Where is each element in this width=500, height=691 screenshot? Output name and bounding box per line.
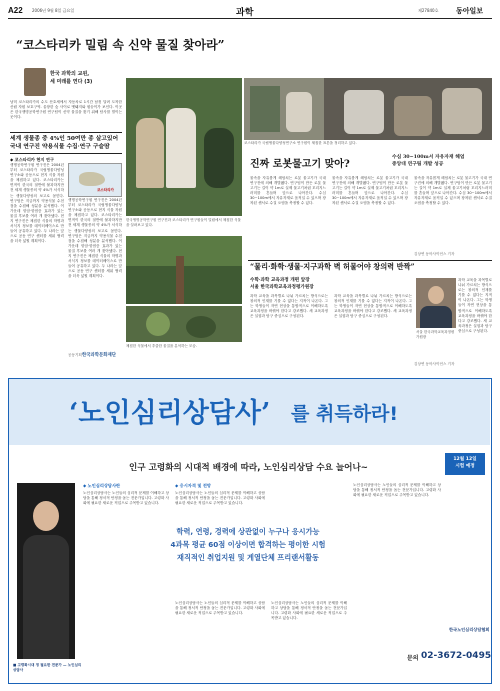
article3-headline: “물리·화학·생물·지구과학 벽 허물어야 창의력 반짝”	[250, 262, 415, 271]
rule	[10, 132, 122, 133]
article2-body-col3: 물속을 자유롭게 헤엄치는 로봇 물고기가 국내 연구진에 의해 개발됐다. 연구팀이 만든 로봇 물고기는 길이 약 1m로 실제 물고기처럼 꼬리지느러미를 흔들며 앞으로 나아간다. 수심 30~100m에서 자유자재로 움직일 수 있으며 장착된 센서로 수질 오염을 측정할 수 있다.	[414, 176, 492, 206]
article-body-col1: 생명공학연구원 연구진은 2004년부터 코스타리카 국립생물다양성연구소와 공동으로 현지 식물 자원을 채집하고 있다. 코스타리카는 면적이 한국의 절반에 불과하지만 전 세계 생물종의 약 4%가 서식하는 생물다양성의 보고로 꼽힌다. 연구팀은 지금까지 약용식물 수천 점을 수집해 성분을 분석했다. 이 가운데 항암·항염증 효과가 있는 물질 후보를 여러 개 찾아냈다. 현지 연구진은 채집한 식물의 학명과 서식지 정보를 데이터베이스로 만들어 공유하고 있다. 두 나라는 앞으로 공동 연구 센터를 세워 협력을 더욱 넓힐 계획이다.	[10, 163, 64, 244]
page-number: A22	[8, 6, 23, 15]
plant-figure	[146, 312, 170, 336]
ad-body-col2: 노인심리상담사는 노인들의 심리적 문제를 이해하고 상담을 통해 정서적 안정을 돕는 전문가입니다. 고령화 사회에 필요한 새로운 직업으로 주목받고 있습니다.	[175, 491, 265, 506]
face-figure	[33, 501, 59, 531]
country-shape	[79, 172, 105, 186]
ad-banner	[9, 379, 490, 445]
article2-body-col1: 물속을 자유롭게 헤엄치는 로봇 물고기가 국내 연구진에 의해 개발됐다. 연구팀이 만든 로봇 물고기는 길이 약 1m로 실제 물고기처럼 꼬리지느러미를 흔들며 앞으로 나아간다. 수심 30~100m에서 자유자재로 움직일 수 있으며 장착된 센서로 수질 오염을 측정할 수 있다.	[250, 176, 326, 206]
person-figure	[166, 108, 196, 188]
section-title: 과학	[236, 8, 254, 18]
rule	[10, 153, 122, 154]
photo-caption-1: 한국생명공학연구원 연구진과 코스타리카 연구원들이 밀림에서 채집한 식물을 살펴보고 있다.	[126, 218, 241, 227]
photo-caption-3: 채집한 식물에서 추출한 물질을 분석하는 모습.	[126, 344, 197, 348]
article-lead: 남미 코스타리카의 수도 산호세에서 자동차로 1시간 남짓 달려 도착한 산림 자원 보호구역. 울창한 숲 사이로 멧돼지와 원숭이가 보인다. 이곳은 한국생명공학연구원 연구팀이 신약 물질을 찾기 위해 탐사를 벌이는 곳이다.	[10, 100, 122, 120]
series-subtitle: 세 미래를 연다 (3)	[50, 79, 93, 85]
ad-highlight: 학력, 연령, 경력에 상관없이 누구나 응시가능 4과목 평균 60점 이상이면 합격하는 평이한 시험 재직적인 취업지원 및 게열단체 프리랜서활동	[170, 527, 326, 562]
ad-subhead-2: ◆ 응시자격 및 전망	[175, 483, 211, 488]
article3-body-col1: 과학 교육을 과목별로 나눠 가르치는 방식으로는 창의적 인재를 기를 수 없다는 지적이 나온다. 그는 학생들이 자연 현상을 통합적으로 이해하도록 교육과정을 바꿔야 한다고 강조했다. 새 교육과정은 실험과 탐구 중심으로 구성된다.	[250, 294, 328, 319]
phone-number: 02-3672-0495	[421, 651, 492, 661]
badge-label: 시험 예정	[455, 464, 475, 469]
article2-headline: 진짜 로봇물고기 맞아?	[250, 159, 350, 170]
sponsor-block	[68, 352, 124, 360]
ad-photo-caption: ■ 고령화시대 정 필요한 전문가 — 노인심리상담사	[13, 663, 82, 672]
badge-date: 12월 12일	[453, 457, 477, 462]
edition-number: 제27840호	[418, 8, 439, 13]
person-figure	[136, 118, 164, 188]
article3-body-col3: 과학 교육을 과목별로 나눠 가르치는 방식으로는 창의적 인재를 기를 수 없다는 지적이 나온다. 그는 학생들이 자연 현상을 통합적으로 이해하도록 교육과정을 바꿔야 한다고 강조했다. 새 교육과정은 실험과 탐구 중심으로 구성된다.	[458, 278, 492, 333]
specimen-shelf	[250, 86, 280, 132]
photo-forest	[126, 236, 242, 304]
ad-title-tail: 를 취득하라!	[291, 403, 399, 425]
photo-interviewee	[416, 278, 456, 328]
article-body-col2: 생명공학연구원 연구진은 2004년부터 코스타리카 국립생물다양성연구소와 공동으로 현지 식물 자원을 채집하고 있다. 코스타리카는 면적이 한국의 절반에 불과하지만 전 세계 생물종의 약 4%가 서식하는 생물다양성의 보고로 꼽힌다. 연구팀은 지금까지 약용식물 수천 점을 수집해 성분을 분석했다. 이 가운데 항암·항염증 효과가 있는 물질 후보를 여러 개 찾아냈다. 현지 연구진은 채집한 식물의 학명과 서식지 정보를 데이터베이스로 만들어 공유하고 있다. 두 나라는 앞으로 공동 연구 센터를 세워 협력을 더욱 넓힐 계획이다.	[68, 198, 122, 279]
ad-contact	[407, 651, 492, 665]
article3-body-col2: 과학 교육을 과목별로 나눠 가르치는 방식으로는 창의적 인재를 기를 수 없다는 지적이 나온다. 그는 학생들이 자연 현상을 통합적으로 이해하도록 교육과정을 바꿔야 한다고 강조했다. 새 교육과정은 실험과 탐구 중심으로 구성된다.	[334, 294, 412, 319]
photo-lab	[324, 78, 492, 140]
exam-date-badge	[445, 453, 485, 475]
ad-subhead-1: ◆ 노인심리상담사란	[83, 483, 121, 488]
canopy	[126, 236, 242, 266]
photo-caption-2: 코스타리카 국립생물다양성연구소 연구원이 채집한 표본을 정리하고 있다.	[244, 141, 357, 145]
article-subhead: 세계 생물종 중 4%인 50여만 종 살고있어 국내 연구진 약용식물 수집·연구 구슬땀	[10, 136, 119, 150]
ad-body-col4: 노인심리상담사는 노인들의 심리적 문제를 이해하고 상담을 통해 정서적 안정을 돕는 전문가입니다. 고령화 사회에 필요한 새로운 직업으로 주목받고 있습니다.	[271, 601, 347, 621]
location-map	[68, 163, 122, 197]
photo-researchers	[126, 78, 242, 216]
series-title: 한국 과학의 교윈,	[50, 71, 90, 77]
person-figure	[344, 90, 384, 134]
photo-plants	[126, 306, 242, 342]
ad-title: ‘노인심리상담사’	[69, 398, 271, 429]
rule	[248, 260, 492, 261]
sponsor-label: 공동기획	[68, 353, 82, 357]
article-headline: “코스타리카 밀림 속 신약 물질 찾아라”	[16, 38, 225, 52]
person-figure	[442, 88, 482, 134]
article3-photo-caption: 서울 한국과학교육과정평가원장	[416, 330, 455, 339]
ad-body-col5: 노인심리상담사는 노인들의 심리적 문제를 이해하고 상담을 통해 정서적 안정을 돕는 전문가입니다. 고령화 사회에 필요한 새로운 직업으로 주목받고 있습니다.	[353, 483, 441, 498]
photo-specimen	[244, 78, 324, 140]
phone-label: 문의	[407, 655, 419, 662]
article2-body-col2: 물속을 자유롭게 헤엄치는 로봇 물고기가 국내 연구진에 의해 개발됐다. 연구팀이 만든 로봇 물고기는 길이 약 1m로 실제 물고기처럼 꼬리지느러미를 흔들며 앞으로 나아간다. 수심 30~100m에서 자유자재로 움직일 수 있으며 장착된 센서로 수질 오염을 측정할 수 있다.	[332, 176, 408, 206]
body-figure	[23, 535, 69, 659]
person-figure	[394, 96, 432, 136]
foliage	[204, 128, 234, 188]
newspaper-name: 동아일보	[456, 6, 484, 15]
series-badge	[24, 68, 116, 98]
ad-body-col3: 노인심리상담사는 노인들의 심리적 문제를 이해하고 상담을 통해 정서적 안정을 돕는 전문가입니다. 고령화 사회에 필요한 새로운 직업으로 주목받고 있습니다.	[175, 601, 265, 616]
page-header	[8, 5, 492, 17]
article3-subhead: 수학·과학 교육과정 개편 앞장 서울 한국과학교육과정평가원장	[250, 278, 314, 290]
small-heading: ◆ 코스타리카 현지 연구	[10, 157, 55, 162]
sponsor-name: 한국과학문화재단	[82, 353, 116, 358]
article2-subhead: 수심 30~100m서 자유자재 헤엄 중앙대 연구팀 개발 성공	[392, 154, 465, 167]
ad-organization: 한국노인심리상담협회	[449, 627, 490, 632]
ad-highlight-box	[169, 525, 327, 597]
reporter-photo	[24, 68, 46, 96]
ad-body-col1: 노인심리상담사는 노인들의 심리적 문제를 이해하고 상담을 통해 정서적 안정을 돕는 전문가입니다. 고령화 사회에 필요한 새로운 직업으로 주목받고 있습니다.	[83, 491, 169, 506]
body-figure	[420, 306, 452, 328]
person-figure	[286, 92, 312, 132]
issue-date: 2006년 9월 8일 금요일	[32, 8, 75, 13]
ad-intro: 인구 고령화의 시대적 배경에 따라, 노인심리상담 수요 늘어나~	[129, 463, 368, 473]
plant-figure	[186, 316, 216, 338]
article3-byline: 김상연 동아사이언스 기자	[414, 362, 455, 366]
ad-photo	[17, 483, 75, 659]
map-label: 코스타리카	[97, 188, 114, 192]
tree-trunk	[176, 256, 184, 304]
advertisement	[8, 378, 492, 684]
header-rule	[8, 18, 492, 19]
face-figure	[428, 286, 444, 304]
article2-byline: 김상연 동아사이언스 기자	[414, 252, 455, 256]
